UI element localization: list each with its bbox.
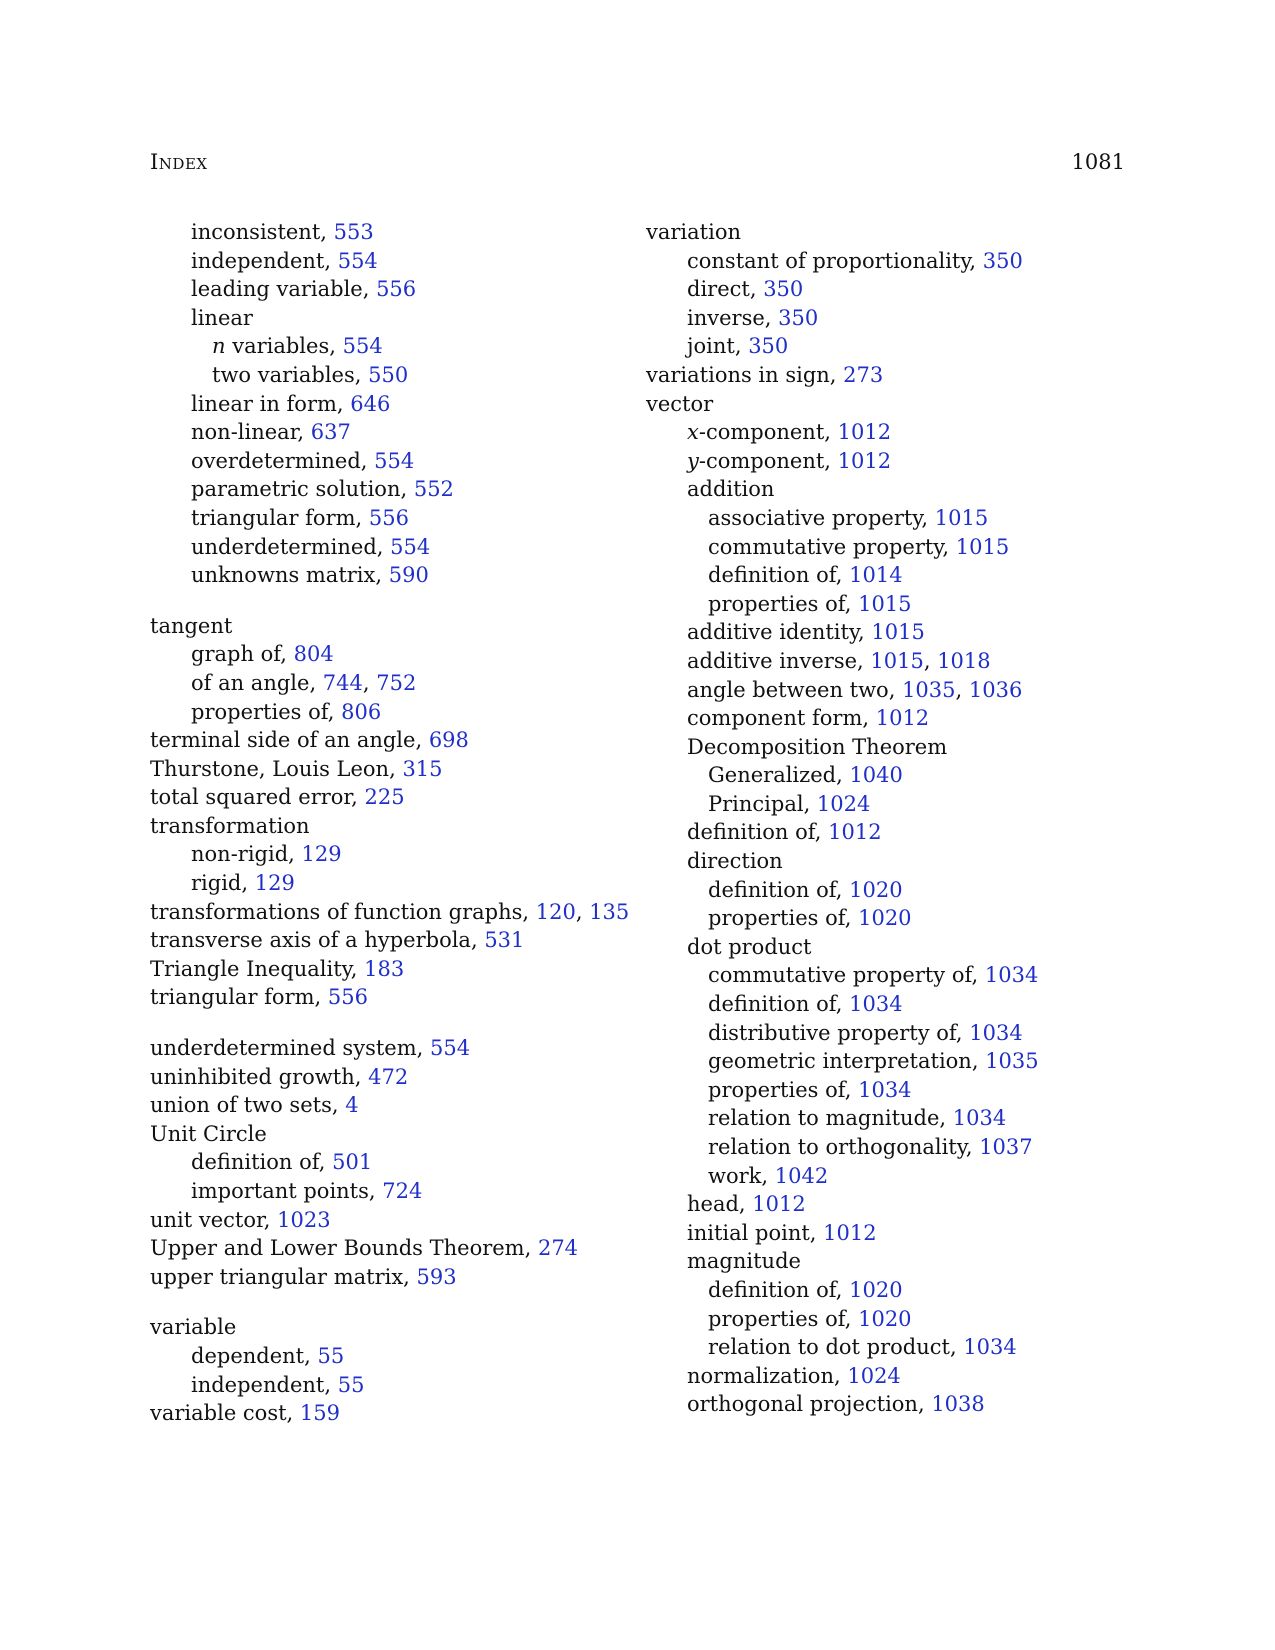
index-entry (646, 561, 1126, 590)
index-entry (150, 1313, 620, 1342)
index-column-left (150, 218, 630, 1428)
index-entry (150, 1063, 620, 1092)
index-term: properties of, (708, 906, 859, 931)
index-term: tangent (150, 613, 233, 638)
index-term: commutative property of, (708, 963, 985, 988)
index-term: transformations of function graphs, (150, 899, 536, 924)
page-reference-link[interactable]: 1012 (875, 706, 930, 731)
index-entry (150, 1177, 620, 1206)
index-entry (646, 247, 1126, 276)
index-term: variables, (225, 334, 343, 359)
index-entry (150, 1206, 620, 1235)
index-term: relation to orthogonality, (708, 1135, 980, 1159)
index-entry (150, 533, 620, 562)
index-term: of an angle, (191, 670, 323, 695)
page-reference-link[interactable]: 1015 (934, 505, 989, 530)
index-entry (646, 1019, 1126, 1048)
page-reference-link[interactable]: 159 (299, 1401, 340, 1426)
page-reference-link[interactable]: 637 (310, 420, 351, 445)
index-term: independent, (191, 248, 338, 273)
index-term: -component, (698, 448, 838, 473)
page-reference-link[interactable]: 1020 (849, 1277, 903, 1302)
index-entry (150, 218, 620, 247)
page-reference-link[interactable]: 593 (416, 1264, 457, 1289)
page-reference-link[interactable]: 1023 (277, 1207, 331, 1232)
page-reference-link[interactable]: 1034 (858, 1077, 912, 1102)
page-reference-link[interactable]: 55 (317, 1343, 345, 1368)
page-reference-link[interactable]: 556 (376, 277, 417, 302)
index-term: important points, (191, 1179, 383, 1203)
index-term: properties of, (708, 1306, 859, 1331)
index-term: head, (687, 1192, 753, 1217)
page-reference-link[interactable]: 129 (301, 842, 342, 867)
index-term: definition of, (687, 820, 829, 845)
page-reference-link[interactable]: 274 (537, 1236, 579, 1261)
index-entry (646, 1190, 1126, 1219)
letter-group-gap (150, 590, 620, 612)
index-entry: transformations of function graphs, 120, 135 (150, 899, 630, 924)
page-reference-link[interactable]: 225 (364, 785, 405, 810)
index-entry (646, 1162, 1126, 1191)
index-term: properties of, (191, 699, 342, 724)
page-reference-link[interactable]: 590 (388, 563, 429, 588)
index-term: properties of, (708, 1077, 859, 1102)
index-term-math: y (687, 448, 699, 473)
index-entry (150, 504, 620, 533)
page-reference-link[interactable]: 350 (763, 277, 804, 302)
page-reference-link[interactable]: 350 (982, 248, 1023, 273)
index-entry (646, 1305, 1126, 1334)
index-term: addition (687, 477, 775, 502)
index-entry (150, 361, 620, 390)
page-reference-link[interactable]: 1012 (828, 820, 882, 845)
index-term: additive inverse, (687, 648, 871, 673)
index-term: unit vector, (150, 1207, 278, 1232)
index-term: transformation (150, 813, 310, 838)
page-reference-link[interactable]: 1015 (871, 620, 925, 645)
page-reference-link[interactable]: 1034 (969, 1020, 1023, 1045)
page-reference-link[interactable]: 554 (390, 534, 431, 559)
index-term: Thurstone, Louis Leon, (150, 756, 403, 781)
index-entry (150, 247, 620, 276)
index-entry (150, 783, 620, 812)
index-term: angle between two, (687, 677, 903, 702)
index-entry (646, 475, 1126, 504)
index-entry (646, 1247, 1126, 1276)
index-term: relation to magnitude, (708, 1106, 953, 1131)
index-entry (150, 1120, 620, 1149)
index-term: distributive property of, (708, 1020, 970, 1045)
index-entry (150, 1263, 620, 1292)
index-term: direct, (687, 277, 764, 302)
index-entry (150, 726, 620, 755)
index-entry (150, 1342, 620, 1371)
page-reference-link[interactable]: 350 (778, 305, 819, 330)
page-reference-link[interactable]: 744 (322, 670, 363, 695)
page-reference-link[interactable]: 1035 (985, 1049, 1039, 1074)
page-reference-link[interactable]: 556 (327, 985, 368, 1010)
page-reference-link[interactable]: 554 (337, 248, 378, 273)
page-reference-link[interactable]: 1020 (849, 877, 903, 902)
index-entry (150, 1234, 620, 1263)
index-entry (150, 390, 620, 419)
index-term: inverse, (687, 305, 779, 330)
index-entry (646, 876, 1126, 905)
page-reference-link[interactable]: 1012 (823, 1220, 877, 1245)
index-column-right (646, 218, 1126, 1419)
index-term: underdetermined system, (150, 1036, 430, 1061)
page-reference-link[interactable]: 552 (413, 477, 454, 502)
index-entry (646, 1362, 1126, 1391)
page-reference-link[interactable]: 1035 (902, 677, 956, 702)
index-entry (646, 618, 1126, 647)
index-entry (150, 698, 620, 727)
page-reference-link[interactable]: 472 (368, 1064, 409, 1089)
index-entry (646, 1133, 1126, 1162)
page-reference-link[interactable]: 55 (337, 1372, 365, 1397)
index-entry (646, 1390, 1126, 1419)
index-entry (646, 1333, 1126, 1362)
index-term: underdetermined, (191, 534, 391, 559)
index-term: parametric solution, (191, 477, 414, 502)
page-reference-link[interactable]: 804 (293, 642, 334, 667)
index-entry (646, 818, 1126, 847)
page-reference-link[interactable]: 1042 (774, 1163, 829, 1188)
letter-group-gap (150, 1012, 620, 1034)
index-term: Upper and Lower Bounds Theorem, (150, 1236, 538, 1261)
index-entry (150, 926, 620, 955)
page-reference-link[interactable]: 129 (254, 871, 295, 896)
index-entry (646, 390, 1126, 419)
index-term: linear (191, 305, 253, 330)
index-term-math: n (212, 334, 226, 359)
page-reference-link[interactable]: 556 (368, 505, 409, 530)
page-reference-link[interactable]: 1012 (837, 420, 892, 445)
index-term: Unit Circle (150, 1121, 267, 1146)
index-term: component form, (687, 706, 876, 731)
index-entry: of an angle, 744, 752 (191, 670, 417, 695)
page-reference-link[interactable]: 554 (429, 1036, 471, 1061)
index-entry (646, 961, 1126, 990)
page-reference-link[interactable]: 752 (376, 670, 417, 695)
page-reference-link[interactable]: 1034 (952, 1106, 1007, 1131)
page-reference-link[interactable]: 273 (843, 362, 884, 387)
index-entry (646, 418, 1126, 447)
page-reference-link[interactable]: 1015 (870, 648, 924, 673)
index-term: definition of, (708, 877, 850, 902)
index-entry (646, 361, 1126, 390)
index-term: independent, (191, 1372, 338, 1397)
index-term: commutative property, (708, 534, 956, 559)
index-entry (646, 933, 1126, 962)
page-number: 1081 (1071, 150, 1125, 174)
letter-group-gap (150, 1291, 620, 1313)
index-term: unknowns matrix, (191, 563, 389, 588)
index-term: definition of, (708, 1277, 850, 1302)
index-entry (646, 733, 1126, 762)
index-term: terminal side of an angle, (150, 728, 429, 753)
page-reference-link[interactable]: 1040 (849, 763, 903, 788)
index-term: linear in form, (191, 391, 351, 416)
index-entry (646, 904, 1126, 933)
index-entry: additive inverse, 1015, 1018 (687, 648, 991, 673)
page-reference-link[interactable]: 1018 (937, 648, 991, 673)
page-reference-link[interactable]: 1034 (963, 1335, 1017, 1360)
index-entry (150, 1399, 620, 1428)
index-entry (150, 1034, 620, 1063)
index-term: orthogonal projection, (687, 1392, 932, 1417)
index-term: overdetermined, (191, 448, 375, 473)
index-term: triangular form, (150, 985, 328, 1010)
index-entry (150, 840, 620, 869)
page-reference-link[interactable]: 1036 (968, 677, 1023, 702)
page-reference-link[interactable]: 183 (364, 956, 405, 981)
index-term: relation to dot product, (708, 1335, 964, 1360)
index-term: vector (646, 391, 714, 416)
page-reference-link[interactable]: 1024 (816, 791, 871, 816)
index-term: associative property, (708, 505, 935, 530)
page-reference-link[interactable]: 1024 (847, 1363, 901, 1388)
index-term: leading variable, (191, 277, 377, 302)
page-reference-link[interactable]: 4 (345, 1093, 359, 1118)
index-term: variable (150, 1315, 237, 1340)
page-reference-link[interactable]: 698 (428, 728, 469, 753)
index-term: definition of, (708, 563, 850, 588)
index-term: upper triangular matrix, (150, 1264, 417, 1289)
index-term: properties of, (708, 591, 859, 616)
page-reference-link[interactable]: 806 (341, 699, 382, 724)
index-term: constant of proportionality, (687, 248, 983, 273)
index-term: non-linear, (191, 420, 311, 445)
index-entry (150, 869, 620, 898)
index-entry (646, 332, 1126, 361)
index-term: additive identity, (687, 620, 872, 645)
index-term: -component, (698, 420, 838, 445)
index-entry (646, 533, 1126, 562)
index-entry (646, 447, 1126, 476)
index-term: inconsistent, (191, 220, 334, 244)
page-reference-link[interactable]: 553 (333, 220, 374, 244)
page-reference-link[interactable]: 1020 (858, 1306, 912, 1331)
index-entry (150, 1091, 620, 1120)
page-reference-link[interactable]: 1034 (984, 963, 1039, 988)
index-term: geometric interpretation, (708, 1049, 986, 1074)
page-reference-link[interactable]: 1015 (955, 534, 1010, 559)
index-entry (150, 812, 620, 841)
index-entry: angle between two, 1035, 1036 (687, 677, 1023, 702)
index-entry (150, 1148, 620, 1177)
index-entry (646, 1047, 1126, 1076)
page-reference-link[interactable]: 554 (342, 334, 383, 359)
page-reference-link[interactable]: 135 (589, 899, 630, 924)
index-entry (150, 1371, 620, 1400)
index-entry (150, 955, 620, 984)
index-entry (150, 275, 620, 304)
index-term: definition of, (708, 992, 850, 1017)
index-term: dependent, (191, 1343, 318, 1368)
index-term: initial point, (687, 1220, 824, 1245)
index-entry (646, 275, 1126, 304)
page-reference-link[interactable]: 554 (374, 448, 415, 473)
index-term: normalization, (687, 1363, 848, 1388)
index-entry (646, 990, 1126, 1019)
index-entry (150, 983, 620, 1012)
index-entry (150, 304, 620, 333)
index-entry (646, 704, 1126, 733)
page-reference-link[interactable]: 646 (350, 391, 391, 416)
index-entry (646, 590, 1126, 619)
page-reference-link[interactable]: 120 (535, 899, 576, 924)
index-term: two variables, (212, 362, 369, 387)
index-term: variations in sign, (646, 362, 844, 387)
index-entry (646, 504, 1126, 533)
index-entry (150, 418, 620, 447)
page-reference-link[interactable]: 501 (332, 1150, 373, 1175)
index-term: dot product (687, 934, 812, 959)
index-entry (150, 640, 620, 669)
index-term: joint, (687, 334, 749, 359)
page-reference-link[interactable]: 1014 (849, 563, 903, 588)
index-entry (150, 447, 620, 476)
page-reference-link[interactable]: 1012 (837, 448, 892, 473)
index-entry (150, 755, 620, 784)
index-entry (150, 475, 620, 504)
index-term: non-rigid, (191, 842, 302, 867)
index-term: work, (708, 1163, 775, 1188)
index-entry (150, 332, 620, 361)
index-term: total squared error, (150, 785, 365, 810)
index-entry (646, 1219, 1126, 1248)
index-entry (646, 1276, 1126, 1305)
index-term-math: x (687, 420, 699, 445)
index-entry (646, 1104, 1126, 1133)
index-entry (646, 761, 1126, 790)
index-term: magnitude (687, 1249, 801, 1274)
index-term: uninhibited growth, (150, 1064, 369, 1089)
index-term: triangular form, (191, 505, 369, 530)
page-reference-link[interactable]: 550 (368, 362, 409, 387)
index-term: variation (646, 220, 741, 244)
running-header-title: Index (150, 150, 208, 174)
page-reference-link[interactable]: 1020 (858, 906, 912, 931)
index-term: Principal, (708, 791, 817, 816)
page-reference-link[interactable]: 315 (402, 756, 443, 781)
page-reference-link[interactable]: 350 (748, 334, 789, 359)
index-entry (150, 612, 620, 641)
index-term: Triangle Inequality, (150, 956, 365, 981)
index-term: Decomposition Theorem (687, 734, 948, 759)
index-entry (150, 561, 620, 590)
page-reference-link[interactable]: 531 (484, 928, 525, 953)
index-entry (646, 790, 1126, 819)
page-reference-link[interactable]: 724 (382, 1179, 423, 1203)
index-term: direction (687, 849, 783, 874)
index-term: graph of, (191, 642, 294, 667)
index-entry (646, 304, 1126, 333)
page-reference-link[interactable]: 1037 (979, 1135, 1033, 1159)
index-term: union of two sets, (150, 1093, 346, 1118)
index-entry (646, 218, 1126, 247)
page-reference-link[interactable]: 1038 (931, 1392, 985, 1417)
index-term: variable cost, (150, 1401, 300, 1426)
index-entry (646, 847, 1126, 876)
index-entry (646, 1076, 1126, 1105)
index-term: transverse axis of a hyperbola, (150, 928, 485, 953)
page-reference-link[interactable]: 1015 (858, 591, 912, 616)
index-term: definition of, (191, 1150, 333, 1175)
index-term: Generalized, (708, 763, 850, 788)
page-reference-link[interactable]: 1012 (752, 1192, 806, 1217)
index-term: rigid, (191, 871, 255, 896)
page-reference-link[interactable]: 1034 (849, 992, 903, 1017)
